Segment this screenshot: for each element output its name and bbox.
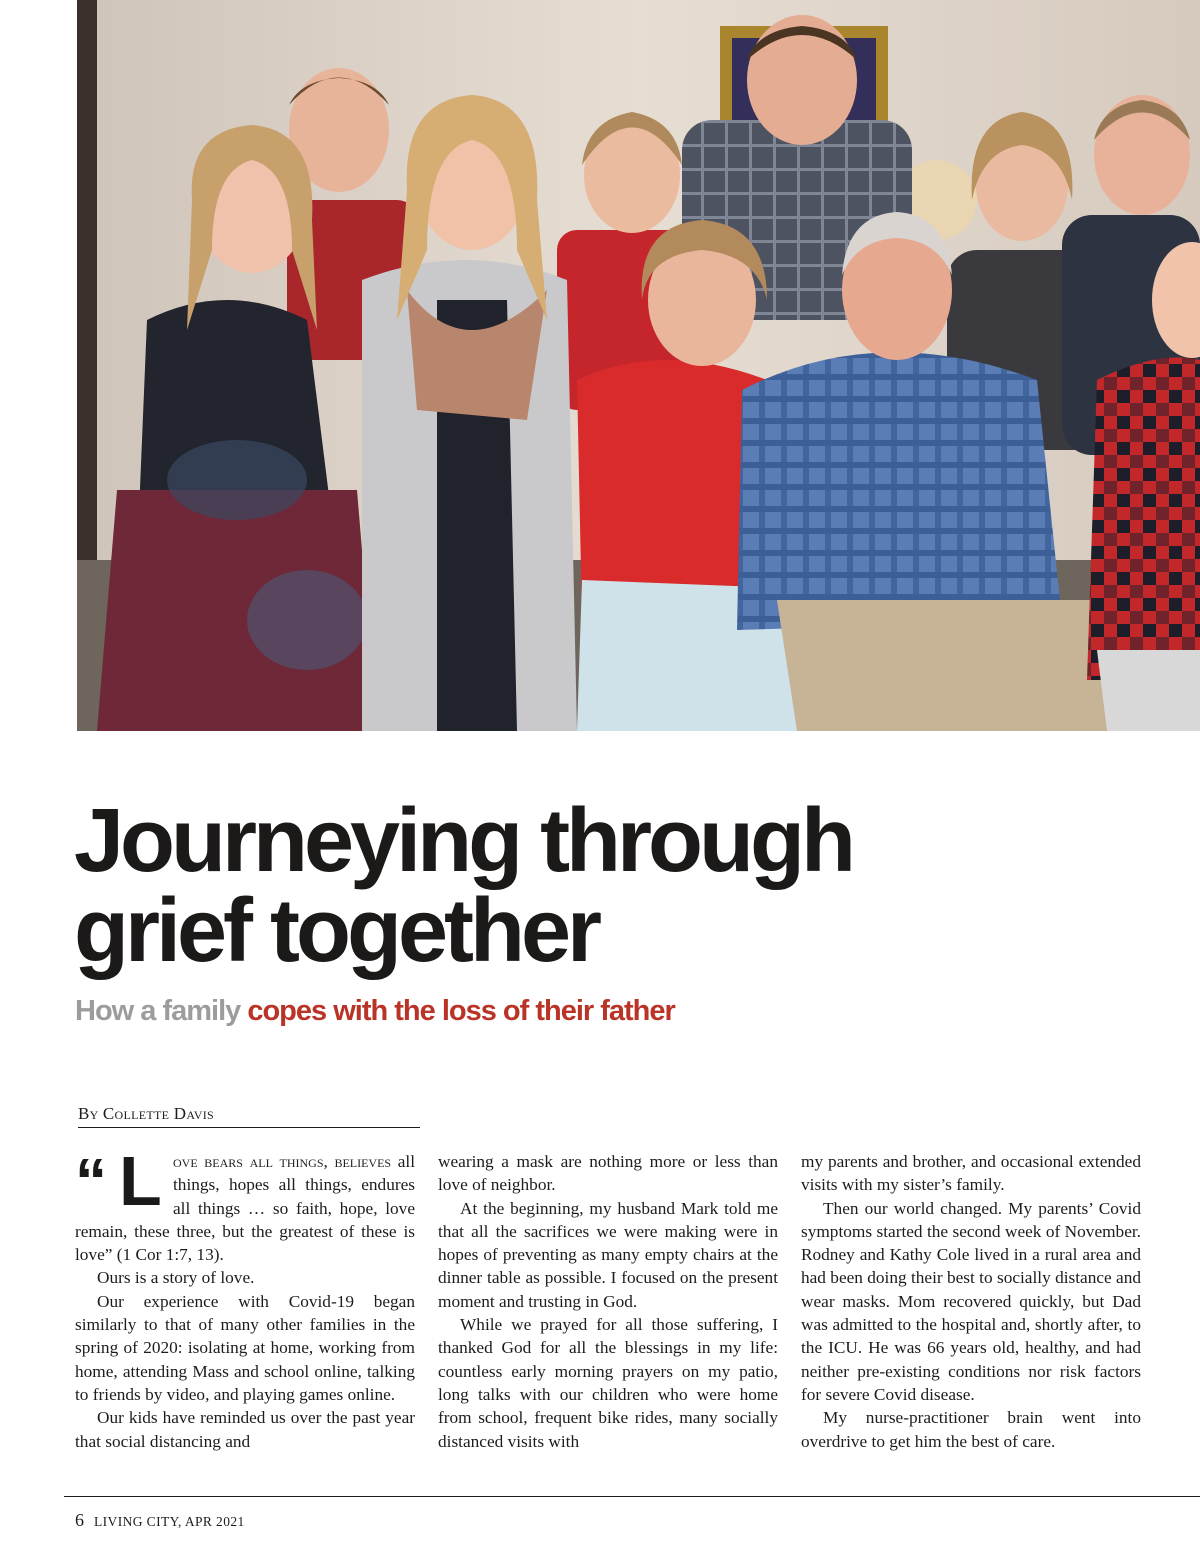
byline-by: By [78,1104,99,1123]
paragraph: Then our world changed. My parents’ Covid symptoms started the second week of November. Rodney and Kathy Cole lived in a rural area and had been doing their best to socially distance and wear masks. Mom recovered quickly, but Dad was admitted to the hospital and, shortly after, to the ICU. He was 66 years old, healthy, and had neither pre-existing conditions nor risk factors for severe Covid disease. [801,1198,1141,1404]
dropcap-quote: “ [75,1145,107,1217]
headline-line-2: grief together [74,881,599,981]
family-photo [77,0,1200,731]
dropcap-letter: L [119,1142,162,1220]
opening-smallcaps: ove bears all things, believes [173,1152,392,1171]
paragraph: My nurse-practitioner brain went into overdrive to get him the best of care. [801,1408,1141,1451]
paragraph: Ours is a story of love. [97,1268,255,1288]
page-folio [75,1510,245,1532]
footer-divider [64,1496,1200,1497]
paragraph: While we prayed for all those suffering, I thanked God for all the blessings in my life: countless early morning prayers on my patio, long talks with our children who were home from school, frequent bike rides, many socially distanced visits with [438,1315,778,1451]
article-column-2 [438,1150,778,1453]
byline [78,1104,420,1128]
deck-gray-part: How a family [75,995,241,1027]
page-number: 6 [75,1510,84,1530]
article-column-1 [75,1142,415,1453]
paragraph: my parents and brother, and occasional extended visits with my sister’s family. [801,1152,1141,1195]
magazine-issue: LIVING CITY, APR 2021 [94,1514,245,1529]
article-deck [75,994,1075,1028]
paragraph: wearing a mask are nothing more or less than love of neighbor. [438,1152,778,1195]
paragraph: Our experience with Covid-19 began similarly to that of many other families in the spring of 2020: isolating at home, working from home, attending Mass and school online, talking to friends by video, and playing games online. [75,1291,415,1404]
opening-rest: all things, hopes all things, endures all things … so faith, hope, love remain, these three, but the greatest of these is love” (1 Cor 1:7, 13). [75,1152,415,1265]
deck-red-part: copes with the loss of their father [247,995,675,1027]
paragraph: Our kids have reminded us over the past year that social distancing and [75,1408,415,1451]
byline-author: Collette Davis [102,1104,215,1123]
opening-paragraph [75,1142,415,1266]
dropcap [75,1142,171,1220]
article-column-3 [801,1150,1141,1453]
article-headline [74,791,1074,981]
family-photo-illustration [77,0,1200,731]
paragraph: At the beginning, my husband Mark told me that all the sacrifices we were making were in hopes of preventing as many empty chairs at the dinner table as possible. I focused on the present moment and trusting in God. [438,1198,778,1311]
headline-line-1: Journeying through [74,791,852,891]
